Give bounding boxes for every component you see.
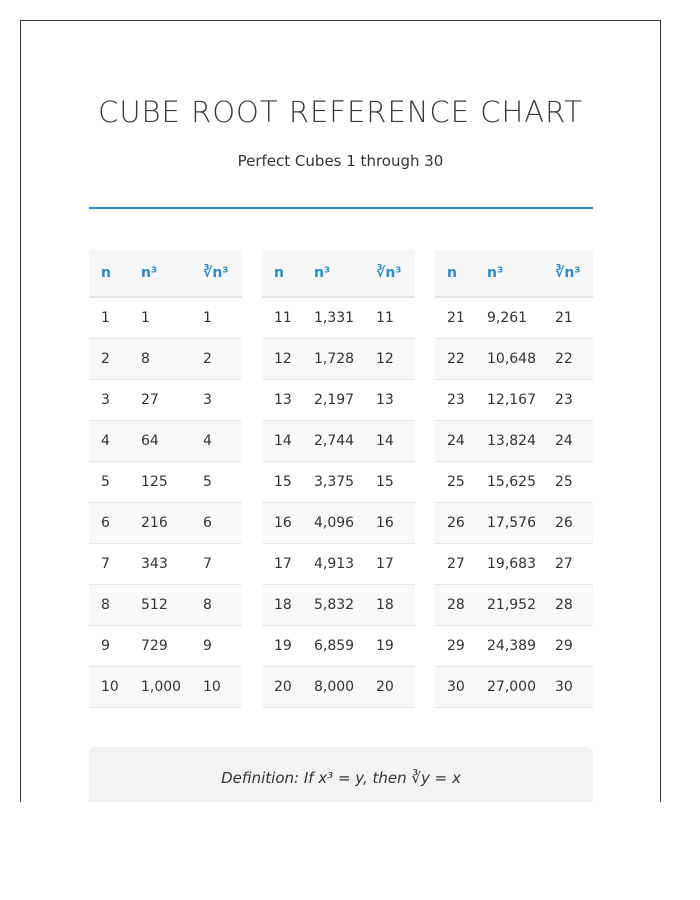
cell-cube-root: 28 <box>555 585 593 626</box>
cell-n: 9 <box>89 626 141 667</box>
cell-n: 22 <box>435 339 487 380</box>
table-row <box>435 667 593 708</box>
cell-n: 13 <box>262 380 314 421</box>
cell-n: 4 <box>89 421 141 462</box>
cell-cube: 5,832 <box>314 585 376 626</box>
cell-n: 8 <box>89 585 141 626</box>
cell-cube: 1,331 <box>314 297 376 339</box>
cell-cube-root: 29 <box>555 626 593 667</box>
cell-cube: 4,096 <box>314 503 376 544</box>
page-title: CUBE ROOT REFERENCE CHART <box>98 95 583 129</box>
cell-n: 23 <box>435 380 487 421</box>
cell-cube-root: 14 <box>376 421 415 462</box>
column-header-cube-root: ∛n³ <box>203 250 242 297</box>
table-row <box>435 380 593 421</box>
column-header-n: n <box>435 250 487 297</box>
cell-cube: 19,683 <box>487 544 555 585</box>
table-row <box>89 380 242 421</box>
table-row <box>89 503 242 544</box>
table-row <box>89 667 242 708</box>
column-header-cube: n³ <box>487 250 555 297</box>
cell-cube-root: 24 <box>555 421 593 462</box>
table-row <box>89 544 242 585</box>
table-row <box>262 667 415 708</box>
table-row <box>262 462 415 503</box>
cell-cube: 9,261 <box>487 297 555 339</box>
cell-n: 27 <box>435 544 487 585</box>
table-row <box>262 339 415 380</box>
cell-n: 24 <box>435 421 487 462</box>
cell-n: 19 <box>262 626 314 667</box>
table-row <box>435 297 593 339</box>
table-row <box>435 503 593 544</box>
cell-cube-root: 17 <box>376 544 415 585</box>
cell-n: 1 <box>89 297 141 339</box>
table-row <box>435 462 593 503</box>
cell-cube: 12,167 <box>487 380 555 421</box>
cell-cube-root: 22 <box>555 339 593 380</box>
table-header-row <box>89 250 242 297</box>
cell-cube: 3,375 <box>314 462 376 503</box>
table-row <box>89 297 242 339</box>
table-row <box>435 339 593 380</box>
cell-cube: 17,576 <box>487 503 555 544</box>
cell-cube-root: 25 <box>555 462 593 503</box>
cell-n: 16 <box>262 503 314 544</box>
title-divider <box>89 207 593 209</box>
cell-n: 17 <box>262 544 314 585</box>
cell-n: 6 <box>89 503 141 544</box>
cell-cube-root: 10 <box>203 667 242 708</box>
table-row <box>435 421 593 462</box>
definition-text: Definition: If x³ = y, then ∛y = x <box>221 769 461 787</box>
cell-n: 5 <box>89 462 141 503</box>
cell-cube-root: 8 <box>203 585 242 626</box>
cell-cube-root: 15 <box>376 462 415 503</box>
cell-cube: 343 <box>141 544 203 585</box>
table-row <box>262 626 415 667</box>
cell-cube-root: 6 <box>203 503 242 544</box>
cell-cube: 729 <box>141 626 203 667</box>
table-row <box>89 462 242 503</box>
cell-cube-root: 9 <box>203 626 242 667</box>
cell-n: 25 <box>435 462 487 503</box>
table-row <box>89 421 242 462</box>
cell-n: 11 <box>262 297 314 339</box>
cell-cube-root: 21 <box>555 297 593 339</box>
cell-cube: 6,859 <box>314 626 376 667</box>
cell-cube-root: 19 <box>376 626 415 667</box>
cell-n: 14 <box>262 421 314 462</box>
cell-n: 7 <box>89 544 141 585</box>
cell-cube-root: 2 <box>203 339 242 380</box>
cell-cube: 1,728 <box>314 339 376 380</box>
cell-cube-root: 26 <box>555 503 593 544</box>
table-row <box>89 626 242 667</box>
table-row <box>435 626 593 667</box>
cell-cube: 2,197 <box>314 380 376 421</box>
cell-cube: 24,389 <box>487 626 555 667</box>
cell-n: 10 <box>89 667 141 708</box>
page-subtitle: Perfect Cubes 1 through 30 <box>237 152 444 170</box>
table-row <box>89 339 242 380</box>
column-header-n: n <box>89 250 141 297</box>
table-header-row <box>262 250 415 297</box>
cell-cube-root: 3 <box>203 380 242 421</box>
cell-cube: 27,000 <box>487 667 555 708</box>
cell-cube: 27 <box>141 380 203 421</box>
cell-cube: 2,744 <box>314 421 376 462</box>
table-row <box>262 297 415 339</box>
cell-cube-root: 11 <box>376 297 415 339</box>
reference-sheet <box>20 20 661 802</box>
cell-cube-root: 20 <box>376 667 415 708</box>
cell-cube: 1 <box>141 297 203 339</box>
cube-table-21-30 <box>435 250 593 708</box>
cell-n: 29 <box>435 626 487 667</box>
cell-cube: 125 <box>141 462 203 503</box>
definition-box <box>89 747 593 802</box>
cell-cube-root: 23 <box>555 380 593 421</box>
cell-n: 21 <box>435 297 487 339</box>
cell-cube-root: 1 <box>203 297 242 339</box>
table-row <box>262 544 415 585</box>
table-row <box>262 585 415 626</box>
cell-cube: 512 <box>141 585 203 626</box>
column-header-cube: n³ <box>141 250 203 297</box>
table-row <box>262 421 415 462</box>
cell-cube-root: 5 <box>203 462 242 503</box>
cell-n: 15 <box>262 462 314 503</box>
cell-cube: 13,824 <box>487 421 555 462</box>
column-header-cube-root: ∛n³ <box>555 250 593 297</box>
cell-cube-root: 7 <box>203 544 242 585</box>
cell-cube-root: 12 <box>376 339 415 380</box>
cell-cube-root: 13 <box>376 380 415 421</box>
cell-n: 28 <box>435 585 487 626</box>
cell-cube: 1,000 <box>141 667 203 708</box>
cube-table-1-10 <box>89 250 242 708</box>
cell-cube: 216 <box>141 503 203 544</box>
column-header-n: n <box>262 250 314 297</box>
cell-n: 12 <box>262 339 314 380</box>
cell-cube: 8 <box>141 339 203 380</box>
cell-cube-root: 16 <box>376 503 415 544</box>
cell-cube: 21,952 <box>487 585 555 626</box>
table-row <box>435 544 593 585</box>
cell-n: 20 <box>262 667 314 708</box>
table-header-row <box>435 250 593 297</box>
cell-n: 18 <box>262 585 314 626</box>
cell-cube: 8,000 <box>314 667 376 708</box>
cell-cube: 10,648 <box>487 339 555 380</box>
column-header-cube-root: ∛n³ <box>376 250 415 297</box>
cell-n: 3 <box>89 380 141 421</box>
column-header-cube: n³ <box>314 250 376 297</box>
cell-cube: 64 <box>141 421 203 462</box>
cell-cube-root: 30 <box>555 667 593 708</box>
cell-n: 26 <box>435 503 487 544</box>
table-row <box>262 503 415 544</box>
cell-cube: 15,625 <box>487 462 555 503</box>
cell-n: 2 <box>89 339 141 380</box>
cube-table-11-20 <box>262 250 415 708</box>
cell-cube: 4,913 <box>314 544 376 585</box>
table-row <box>435 585 593 626</box>
cell-cube-root: 27 <box>555 544 593 585</box>
table-row <box>262 380 415 421</box>
cell-cube-root: 4 <box>203 421 242 462</box>
table-row <box>89 585 242 626</box>
cell-n: 30 <box>435 667 487 708</box>
cell-cube-root: 18 <box>376 585 415 626</box>
